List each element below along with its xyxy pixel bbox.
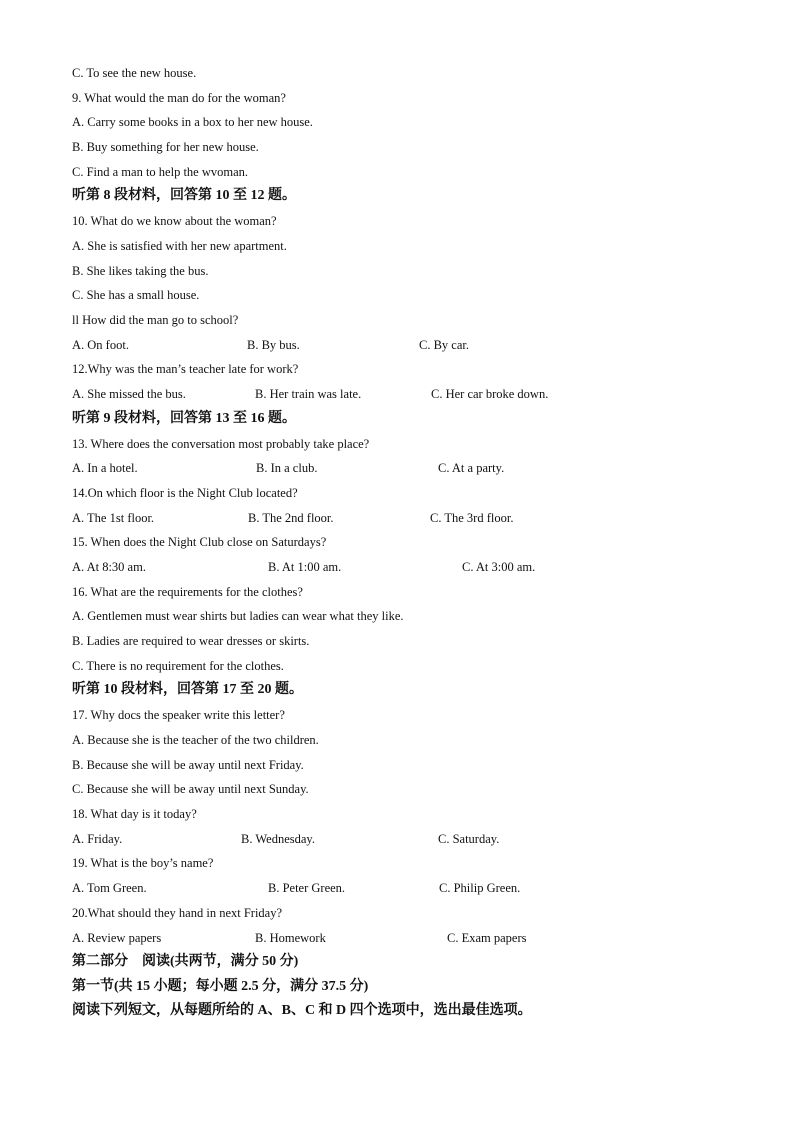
option-b: B. Peter Green. <box>268 881 346 895</box>
option-a: A. She missed the bus. <box>72 387 186 401</box>
question-13: 13. Where does the conversation most probably take place? <box>72 437 370 451</box>
option-c: C. Exam papers <box>447 931 527 945</box>
option-c: C. Saturday. <box>438 832 500 846</box>
q9-option-c: C. Find a man to help the wvoman. <box>72 165 249 179</box>
option-a: A. Friday. <box>72 832 123 846</box>
option-b: B. At 1:00 am. <box>268 560 342 574</box>
section-one-heading: 第一节(共 15 小题；每小题 2.5 分，满分 37.5 分) <box>72 979 369 994</box>
option-b: B. The 2nd floor. <box>248 511 334 525</box>
option-b: B. In a club. <box>256 461 318 475</box>
option-c: C. The 3rd floor. <box>430 511 514 525</box>
q17-option-b: B. Because she will be away until next Friday. <box>72 758 304 772</box>
question-14: 14.On which floor is the Night Club located? <box>72 486 298 500</box>
option-c: C. At 3:00 am. <box>462 560 536 574</box>
option-a: A. Tom Green. <box>72 881 147 895</box>
section-heading-10: 听第 10 段材料，回答第 17 至 20 题。 <box>72 682 303 697</box>
question-11: ll How did the man go to school? <box>72 313 239 327</box>
option-b: B. Wednesday. <box>241 832 315 846</box>
part-two-heading: 第二部分 阅读(共两节，满分 50 分) <box>72 954 299 969</box>
question-12: 12.Why was the man’s teacher late for work? <box>72 362 299 376</box>
option-a: A. The 1st floor. <box>72 511 155 525</box>
q10-option-b: B. She likes taking the bus. <box>72 264 209 278</box>
q17-option-a: A. Because she is the teacher of the two children. <box>72 733 319 747</box>
question-17: 17. Why docs the speaker write this letter? <box>72 708 285 722</box>
option-b: B. Homework <box>255 931 326 945</box>
q8-option-c: C. To see the new house. <box>72 66 197 80</box>
question-10: 10. What do we know about the woman? <box>72 214 277 228</box>
section-heading-9: 听第 9 段材料，回答第 13 至 16 题。 <box>72 411 296 426</box>
reading-instructions: 阅读下列短文，从每题所给的 A、B、C 和 D 四个选项中，选出最佳选项。 <box>72 1003 532 1018</box>
option-a: A. On foot. <box>72 338 129 352</box>
question-16: 16. What are the requirements for the clothes? <box>72 585 303 599</box>
option-c: C. By car. <box>419 338 469 352</box>
q17-option-c: C. Because she will be away until next Sunday. <box>72 782 309 796</box>
q10-option-a: A. She is satisfied with her new apartment. <box>72 239 287 253</box>
option-a: A. Review papers <box>72 931 162 945</box>
option-b: B. Her train was late. <box>255 387 362 401</box>
option-b: B. By bus. <box>247 338 300 352</box>
q16-option-b: B. Ladies are required to wear dresses or skirts. <box>72 634 310 648</box>
option-c: C. Philip Green. <box>439 881 521 895</box>
q9-option-b: B. Buy something for her new house. <box>72 140 259 154</box>
question-19: 19. What is the boy’s name? <box>72 856 214 870</box>
q10-option-c: C. She has a small house. <box>72 288 200 302</box>
option-a: A. In a hotel. <box>72 461 138 475</box>
question-15: 15. When does the Night Club close on Saturdays? <box>72 535 327 549</box>
question-20: 20.What should they hand in next Friday? <box>72 906 283 920</box>
question-9: 9. What would the man do for the woman? <box>72 91 286 105</box>
option-c: C. Her car broke down. <box>431 387 549 401</box>
q16-option-c: C. There is no requirement for the clothes. <box>72 659 284 673</box>
option-c: C. At a party. <box>438 461 505 475</box>
question-18: 18. What day is it today? <box>72 807 197 821</box>
option-a: A. At 8:30 am. <box>72 560 146 574</box>
section-heading-8: 听第 8 段材料，回答第 10 至 12 题。 <box>72 188 296 203</box>
q16-option-a: A. Gentlemen must wear shirts but ladies can wear what they like. <box>72 609 404 623</box>
q9-option-a: A. Carry some books in a box to her new house. <box>72 115 313 129</box>
